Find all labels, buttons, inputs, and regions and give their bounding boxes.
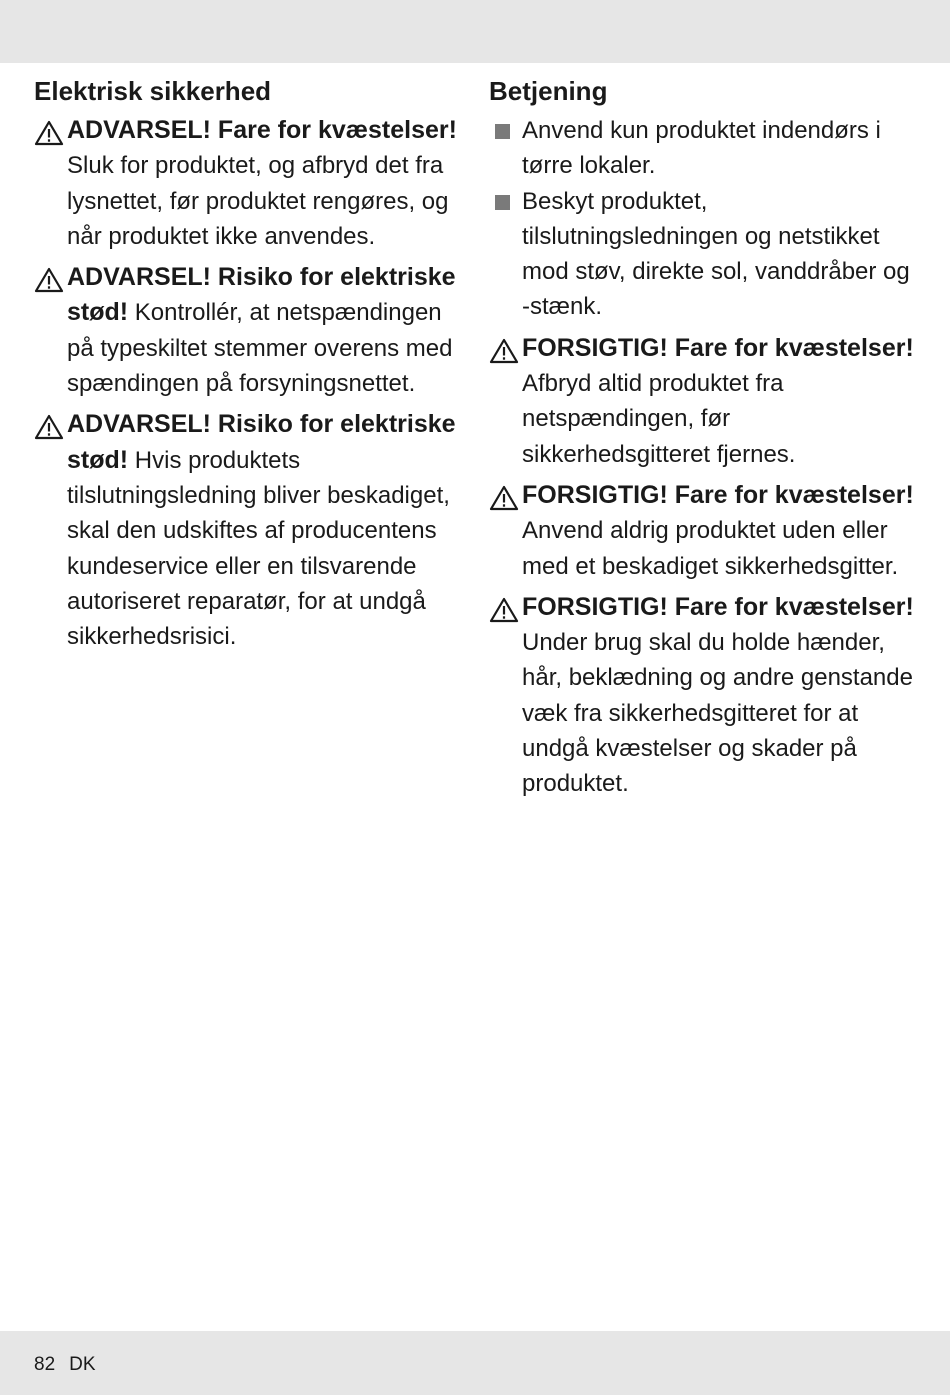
warning-block <box>489 331 919 472</box>
warning-text: Sluk for produktet, og afbryd det fra lysnettet, før produktet rengøres, og når produktet ikke anvendes. <box>67 152 449 250</box>
page-number: 82 <box>34 1354 56 1375</box>
footer-band <box>0 1331 950 1395</box>
warning-text: Anvend aldrig produktet uden eller med et beskadiget sikkerhedsgitter. <box>522 517 899 580</box>
warning-block <box>489 590 919 802</box>
warning-lead: FORSIGTIG! Fare for kvæstelser! <box>522 592 914 621</box>
warning-block <box>489 478 919 584</box>
warning-lead: ADVARSEL! Risiko for elektriske stød! <box>67 410 456 474</box>
warning-lead: ADVARSEL! Fare for kvæstelser! <box>67 116 457 144</box>
bullet-text: Anvend kun produktet indendørs i tørre lokaler. <box>522 117 881 180</box>
square-bullet-icon <box>495 195 510 210</box>
warning-text: Kontrollér, at netspændingen på typeskiltet stemmer overens med spændingen på forsyningsnettet. <box>67 299 453 398</box>
warning-block <box>34 407 464 654</box>
warning-block <box>34 260 464 401</box>
warning-triangle-icon <box>34 414 64 440</box>
warning-text: Under brug skal du holde hænder, hår, beklædning og andre genstande væk fra sikkerhedsgitteret for at undgå kvæstelser og skader på produktet. <box>522 629 913 798</box>
warning-triangle-icon <box>34 120 64 146</box>
section-title: Elektrisk sikkerhed <box>34 76 272 106</box>
warning-lead: FORSIGTIG! Fare for kvæstelser! <box>522 480 914 509</box>
warning-triangle-icon <box>34 267 64 293</box>
page-footer <box>34 1354 96 1376</box>
section-operation <box>489 74 919 808</box>
header-band <box>0 0 950 63</box>
section-electrical-safety <box>34 74 464 660</box>
warning-triangle-icon <box>489 338 519 364</box>
bullet-text: Beskyt produktet, tilslutningsledningen og netstikket mod støv, direkte sol, vanddråber og -stænk. <box>522 187 910 321</box>
warning-text: Afbryd altid produktet fra netspændingen, før sikkerhedsgitteret fjernes. <box>522 370 796 468</box>
section-title: Betjening <box>489 76 608 106</box>
warning-lead: FORSIGTIG! Fare for kvæstelser! <box>522 333 914 362</box>
bullet-item <box>489 113 919 184</box>
warning-lead: ADVARSEL! Risiko for elektriske stød! <box>67 263 456 327</box>
warning-triangle-icon <box>489 597 519 623</box>
square-bullet-icon <box>495 124 510 139</box>
warning-block <box>34 113 464 254</box>
language-code: DK <box>69 1354 96 1375</box>
warning-text: Hvis produktets tilslutningsledning bliver beskadiget, skal den udskiftes af producentens kundeservice eller en tilsvarende autoriseret reparatør, for at undgå sikkerhedsrisici. <box>67 446 450 651</box>
bullet-item <box>489 184 919 325</box>
warning-triangle-icon <box>489 485 519 511</box>
